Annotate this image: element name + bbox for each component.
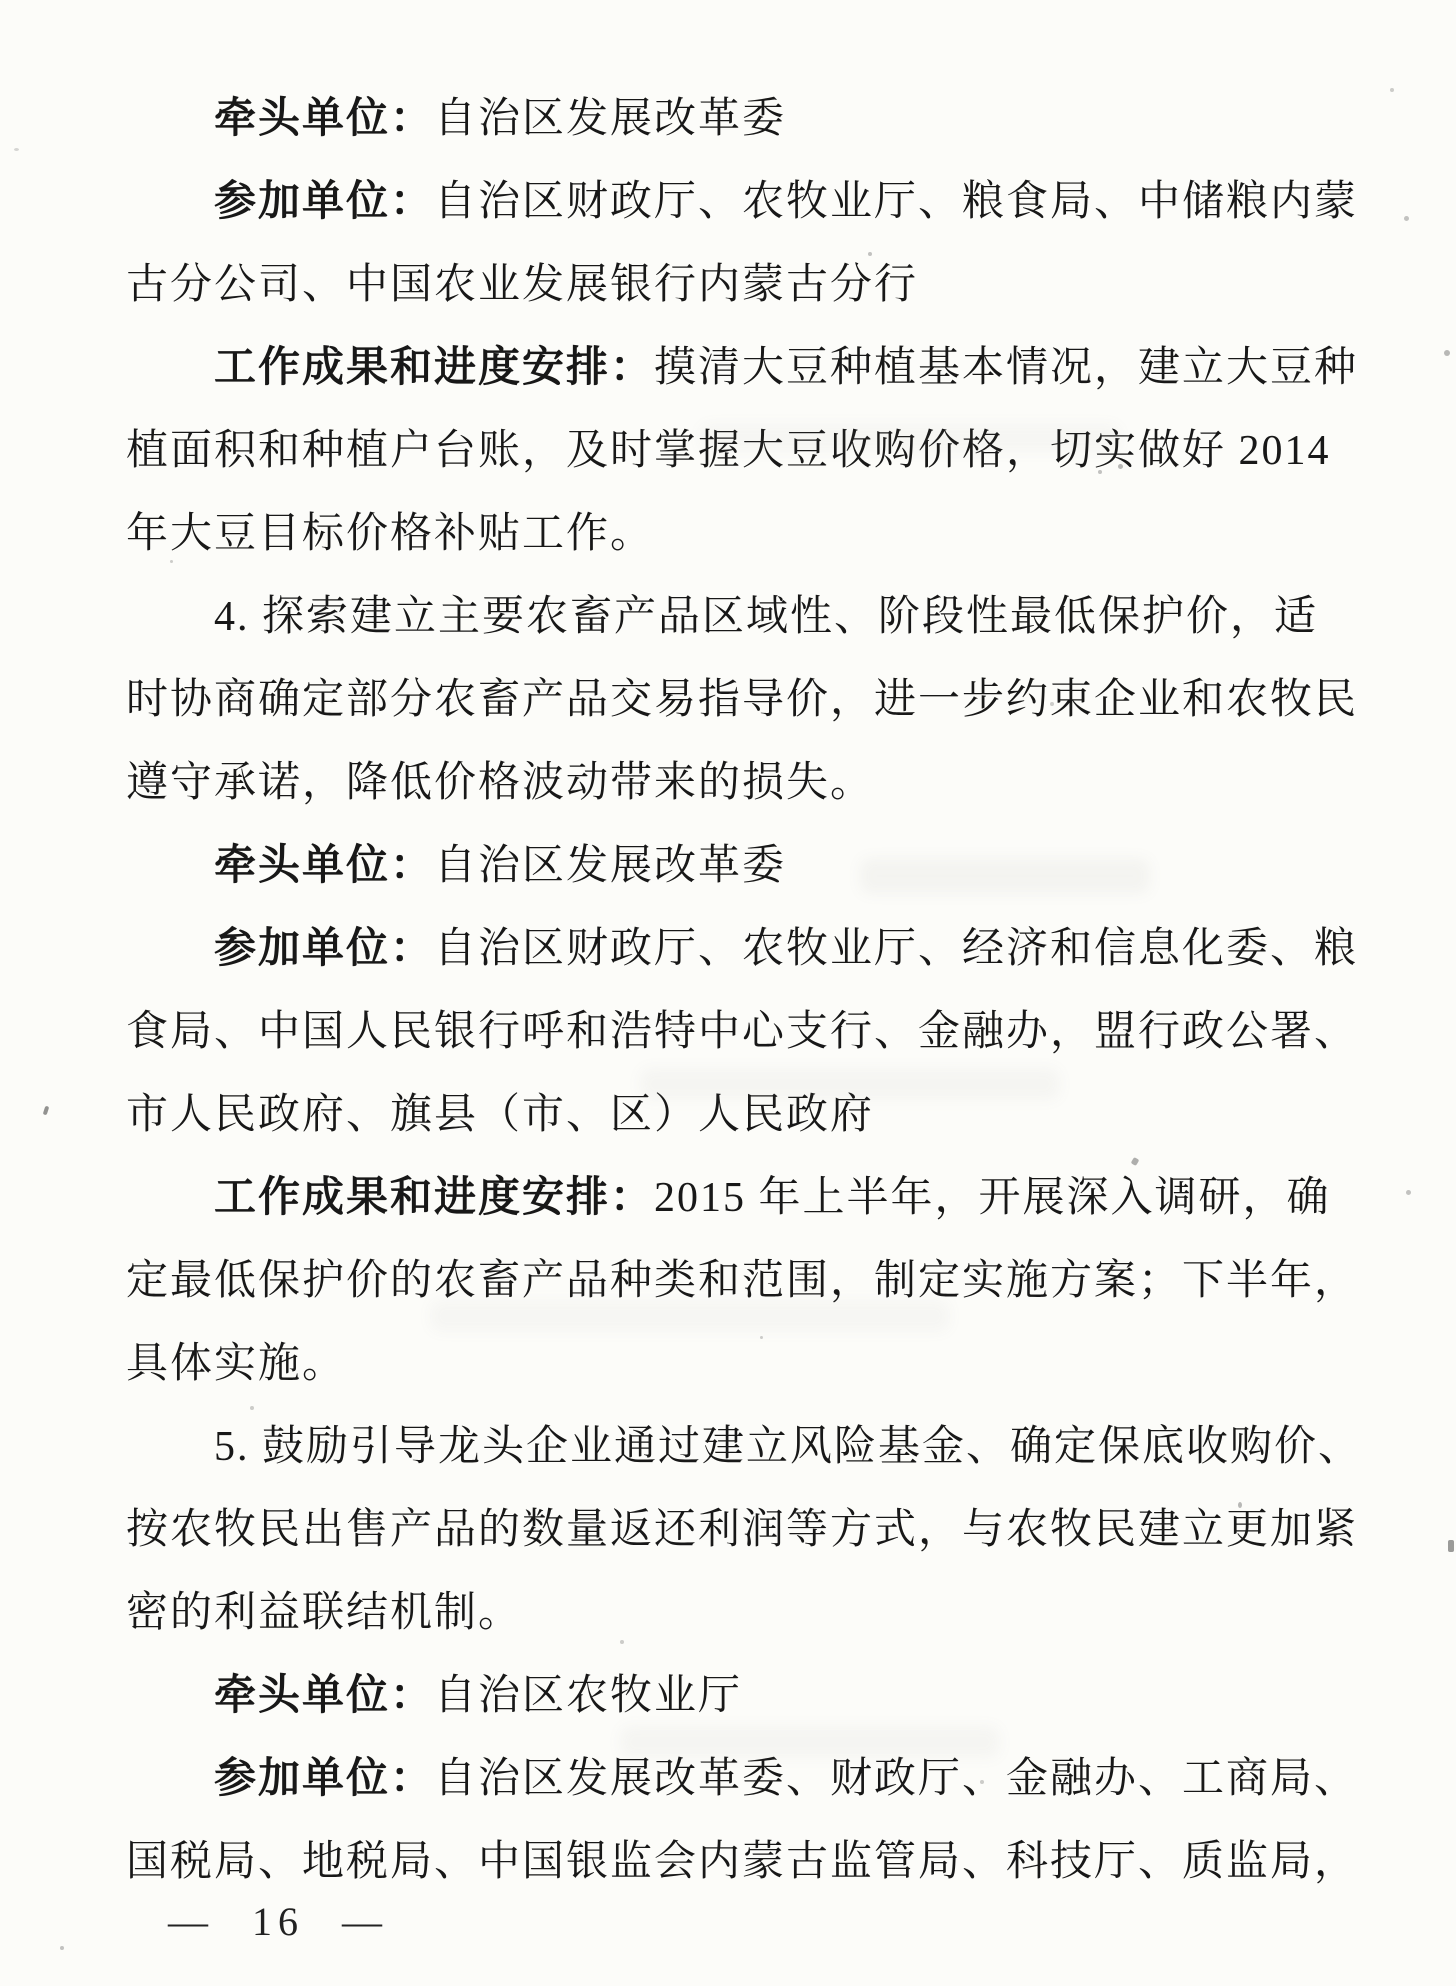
- text-line: [126, 1487, 1386, 1570]
- text-line: [126, 1819, 1386, 1902]
- line-text: 定最低保护价的农畜产品种类和范围，制定实施方案；下半年，: [126, 1258, 1359, 1304]
- text-line: [126, 823, 1386, 906]
- line-text: 自治区发展改革委: [434, 843, 787, 889]
- line-text: 自治区农牧业厅: [434, 1673, 743, 1719]
- text-line: [126, 1155, 1386, 1238]
- line-text: 自治区发展改革委、财政厅、金融办、工商局、: [434, 1756, 1359, 1802]
- text-line: [126, 1653, 1386, 1736]
- scan-speck: [1404, 216, 1409, 221]
- scan-speck: [868, 252, 872, 256]
- text-line: [126, 242, 1386, 325]
- scan-speck: [1118, 464, 1123, 469]
- line-text: 食局、中国人民银行呼和浩特中心支行、金融办，盟行政公署、: [126, 1009, 1359, 1055]
- line-text: 4. 探索建立主要农畜产品区域性、阶段性最低保护价，适: [214, 594, 1319, 640]
- line-text: 遵守承诺，降低价格波动带来的损失。: [126, 760, 875, 806]
- scan-speck: [14, 148, 19, 151]
- line-text: 密的利益联结机制。: [126, 1590, 523, 1636]
- scan-smudge: [430, 1300, 950, 1332]
- line-text: 市人民政府、旗县（市、区）人民政府: [126, 1092, 875, 1138]
- scan-smudge: [620, 1726, 1000, 1758]
- document-body: [126, 76, 1386, 1945]
- text-line: [126, 740, 1386, 823]
- text-line: [126, 325, 1386, 408]
- line-label: 牵头单位：: [214, 841, 435, 888]
- text-line: [126, 906, 1386, 989]
- scan-speck: [760, 1336, 763, 1339]
- line-label: 工作成果和进度安排：: [214, 343, 655, 390]
- line-text: 自治区财政厅、农牧业厅、经济和信息化委、粮: [434, 926, 1359, 972]
- text-line: [126, 989, 1386, 1072]
- line-text: 自治区发展改革委: [434, 96, 787, 142]
- scan-speck: [1390, 88, 1394, 92]
- text-line: [126, 491, 1386, 574]
- line-text: 国税局、地税局、中国银监会内蒙古监管局、科技厅、质监局，: [126, 1839, 1359, 1885]
- scan-smudge: [640, 1068, 1060, 1100]
- scan-speck: [60, 1946, 64, 1950]
- line-label: 参加单位：: [214, 177, 435, 224]
- text-line: [126, 574, 1386, 657]
- text-line: [126, 76, 1386, 159]
- line-label: 参加单位：: [214, 1754, 435, 1801]
- scan-smudge: [700, 424, 1120, 452]
- scan-smudge: [860, 858, 1150, 894]
- line-text: 植面积和种植户台账，及时掌握大豆收购价格，切实做好 2014: [126, 428, 1331, 474]
- line-text: 年大豆目标价格补贴工作。: [126, 511, 655, 557]
- scan-speck: [980, 1780, 984, 1784]
- scan-speck: [1238, 1502, 1242, 1508]
- scan-speck: [170, 560, 173, 563]
- scan-speck: [1444, 350, 1450, 356]
- line-text: 摸清大豆种植基本情况，建立大豆种: [654, 345, 1359, 391]
- line-label: 牵头单位：: [214, 94, 435, 141]
- line-text: 自治区财政厅、农牧业厅、粮食局、中储粮内蒙: [434, 179, 1359, 225]
- scan-speck: [330, 700, 333, 703]
- scan-speck: [1098, 470, 1102, 474]
- line-text: 2015 年上半年，开展深入调研，确: [654, 1175, 1331, 1221]
- page-number: — 16 —: [168, 1899, 388, 1944]
- text-line: [126, 1321, 1386, 1404]
- text-line: [126, 159, 1386, 242]
- scan-speck: [1448, 1540, 1454, 1552]
- line-label: 工作成果和进度安排：: [214, 1173, 655, 1220]
- line-text: 时协商确定部分农畜产品交易指导价，进一步约束企业和农牧民: [126, 677, 1359, 723]
- scan-speck: [43, 1106, 50, 1116]
- scan-speck: [1050, 702, 1054, 706]
- line-label: 牵头单位：: [214, 1671, 435, 1718]
- scan-speck: [620, 1640, 624, 1644]
- scan-speck: [250, 1406, 254, 1410]
- line-text: 具体实施。: [126, 1341, 347, 1387]
- scan-speck: [1406, 1190, 1411, 1195]
- line-text: 按农牧民出售产品的数量返还利润等方式，与农牧民建立更加紧: [126, 1507, 1359, 1553]
- text-line: [126, 657, 1386, 740]
- line-text: 5. 鼓励引导龙头企业通过建立风险基金、确定保底收购价、: [214, 1424, 1363, 1470]
- line-label: 参加单位：: [214, 924, 435, 971]
- text-line: [126, 1570, 1386, 1653]
- text-line: [126, 1404, 1386, 1487]
- line-text: 古分公司、中国农业发展银行内蒙古分行: [126, 262, 919, 308]
